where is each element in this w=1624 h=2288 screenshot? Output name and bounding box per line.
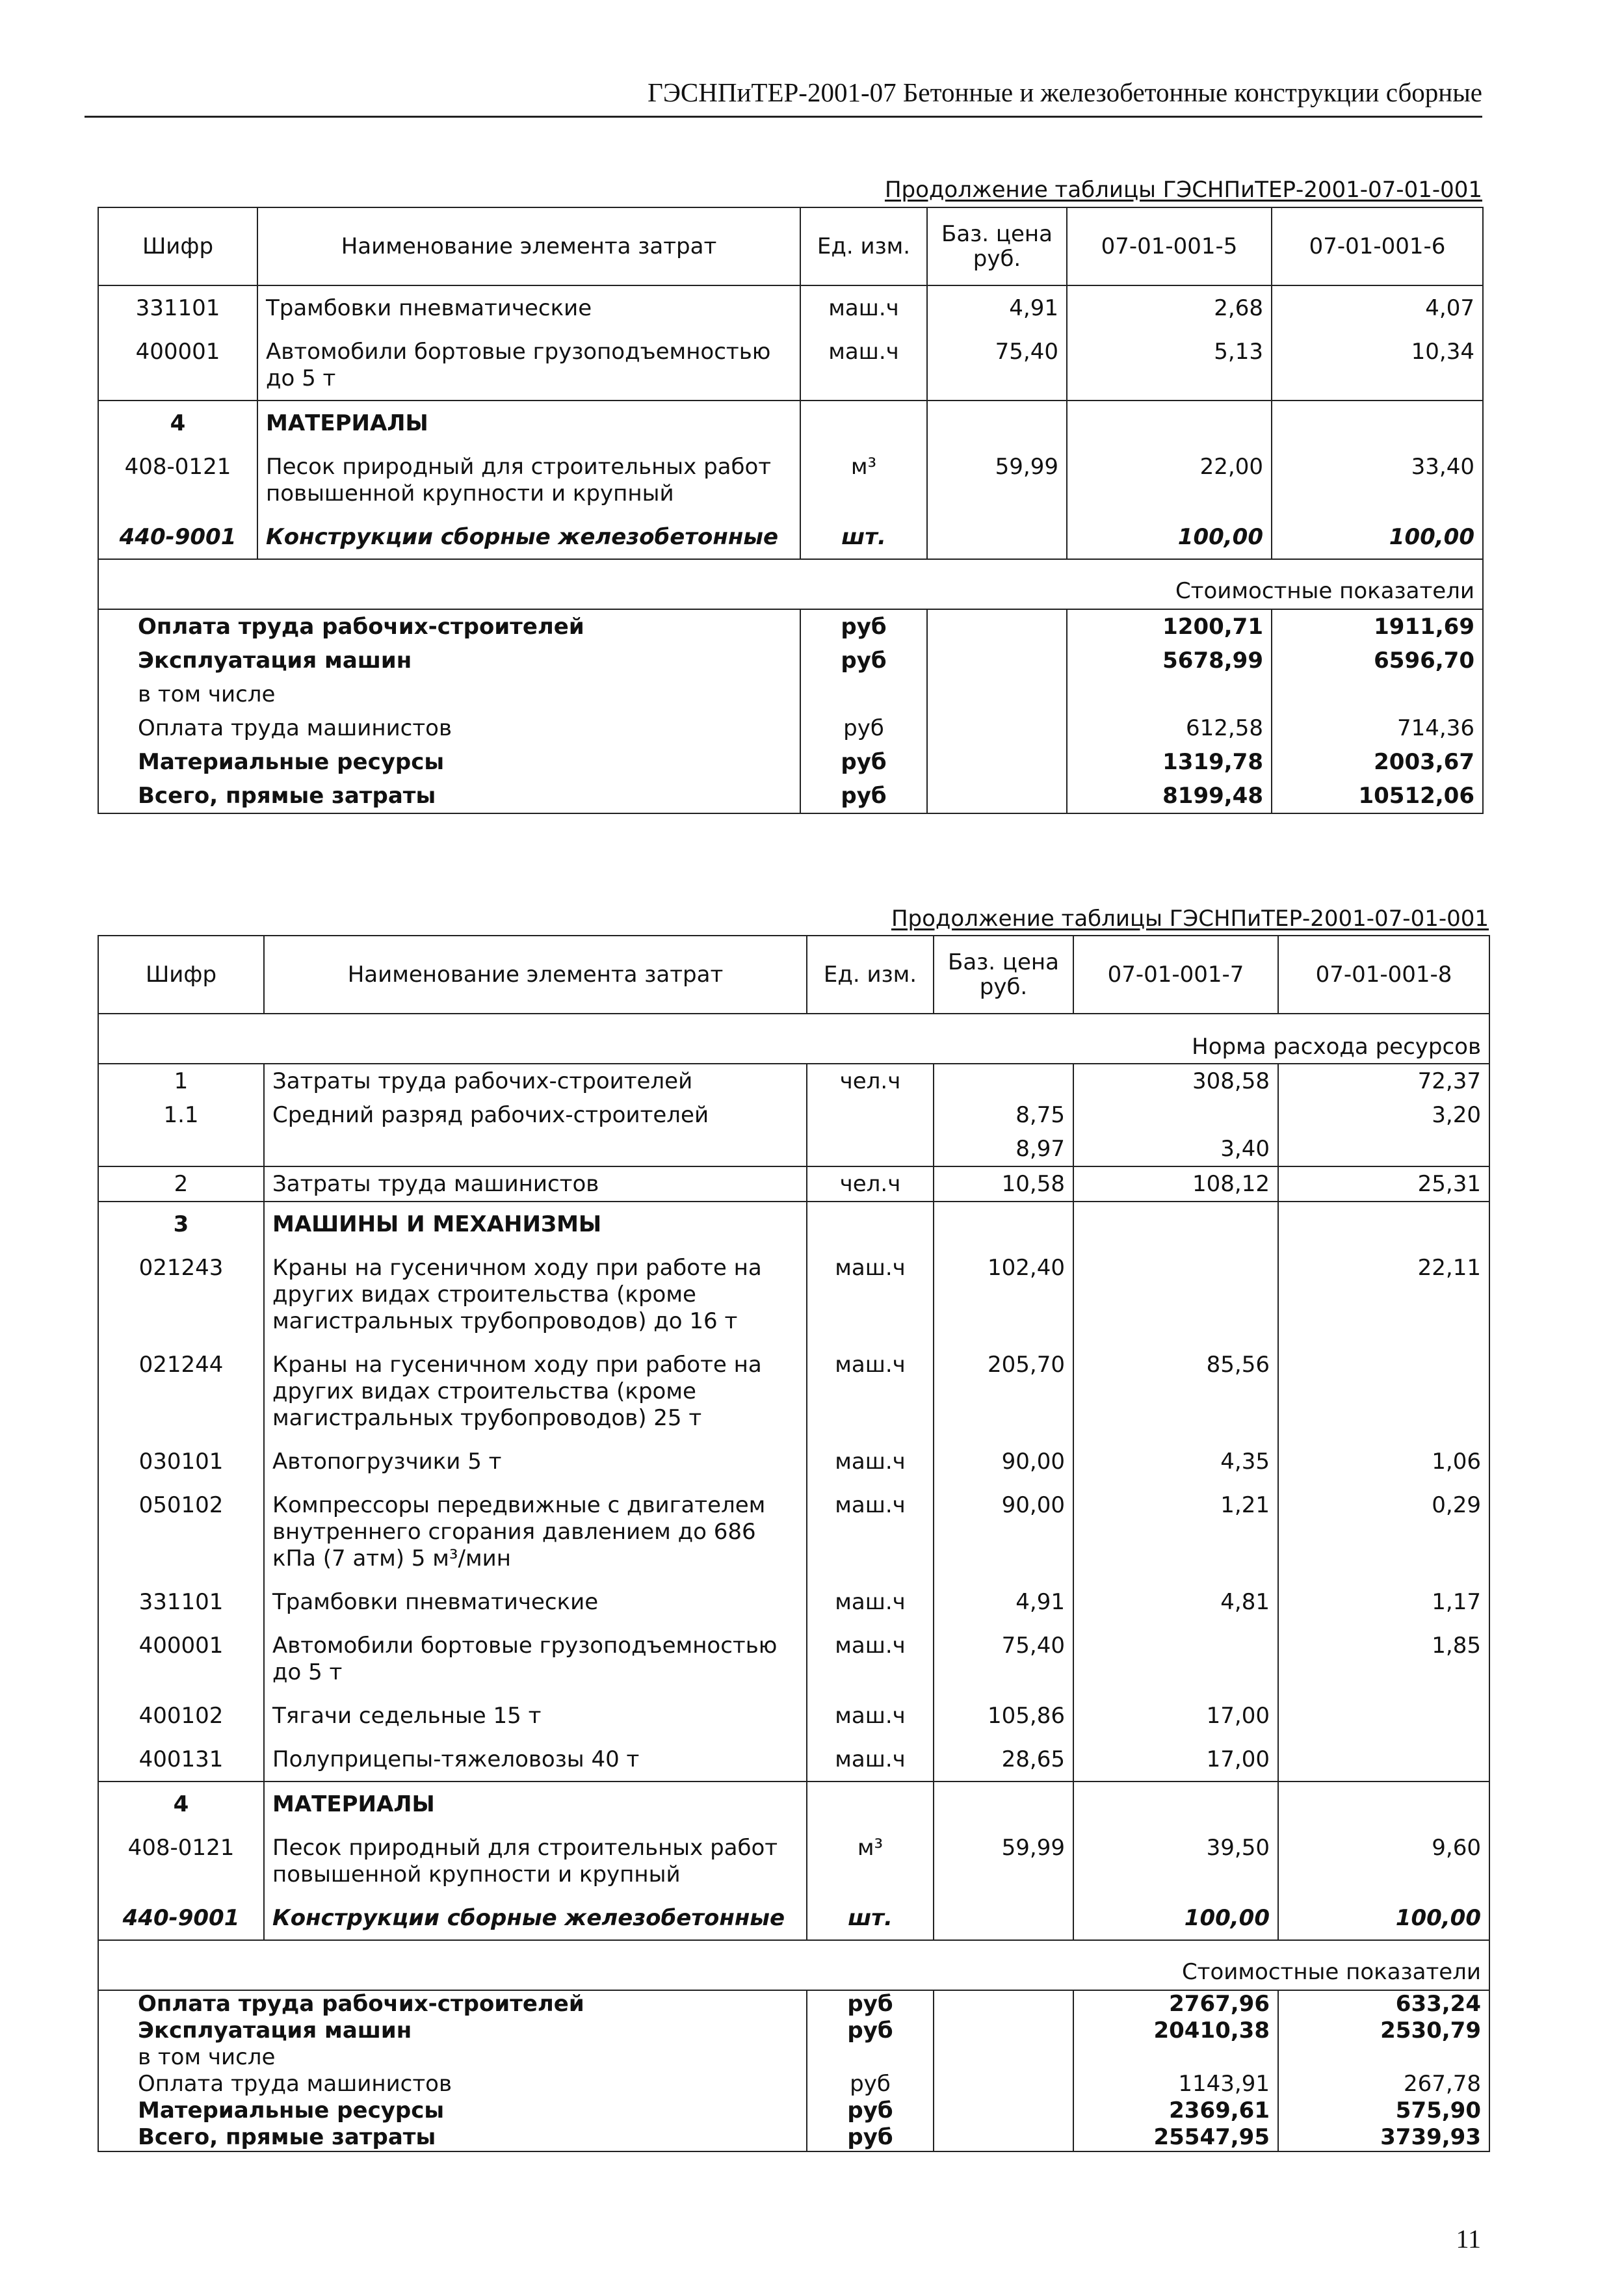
table-row <box>98 1064 1489 1098</box>
indicator-row <box>98 2018 1489 2044</box>
row-unit: м³ <box>800 445 927 515</box>
indicator-label: Эксплуатация машин <box>98 644 800 677</box>
row-price: 59,99 <box>927 445 1067 515</box>
col-header-unit: Ед. изм. <box>800 207 927 285</box>
row-name: Компрессоры передвижные с двигателем внутреннего сгорания давлением до 686 кПа (7 атм) 5 м³/мин <box>264 1483 807 1580</box>
row-v1: 100,00 <box>1073 1896 1278 1940</box>
col-header-price: Баз. цена руб. <box>934 936 1073 1014</box>
col-header-v1: 07-01-001-7 <box>1073 936 1278 1014</box>
row-code: 331101 <box>98 1580 264 1624</box>
table1 <box>98 207 1484 814</box>
row-unit: шт. <box>807 1896 934 1940</box>
row-code: 4 <box>98 1782 264 1826</box>
section-title: МАТЕРИАЛЫ <box>264 1782 807 1826</box>
table-row <box>98 401 1483 445</box>
row-code: 331101 <box>98 285 257 330</box>
row-name: Конструкции сборные железобетонные <box>257 515 800 559</box>
row-code: 050102 <box>98 1483 264 1580</box>
indicator-label: Эксплуатация машин <box>98 2018 807 2044</box>
row-v1: 17,00 <box>1073 1694 1278 1737</box>
header-rule <box>85 116 1482 118</box>
row-price: 105,86 <box>934 1694 1073 1737</box>
indicator-v2: 575,90 <box>1278 2097 1489 2124</box>
table-row <box>98 445 1483 515</box>
row-unit: маш.ч <box>807 1624 934 1694</box>
indicator-row <box>98 745 1483 779</box>
col-header-code: Шифр <box>98 207 257 285</box>
indicator-label: в том числе <box>98 677 800 711</box>
row-v1: 108,12 <box>1073 1166 1278 1202</box>
indicator-label: Материальные ресурсы <box>98 2097 807 2124</box>
indicator-row <box>98 711 1483 745</box>
row-v1: 100,00 <box>1067 515 1272 559</box>
row-v2 <box>1278 1737 1489 1782</box>
col-header-name: Наименование элемента затрат <box>257 207 800 285</box>
indicator-v1: 1319,78 <box>1067 745 1272 779</box>
indicator-label: Всего, прямые затраты <box>98 779 800 813</box>
row-price: 4,91 <box>934 1580 1073 1624</box>
indicator-label: Оплата труда рабочих-строителей <box>98 1990 807 2018</box>
indicators-title-row <box>98 1940 1489 1990</box>
table-row <box>98 1166 1489 1202</box>
indicators-title: Стоимостные показатели <box>98 1940 1489 1990</box>
row-unit: маш.ч <box>800 285 927 330</box>
indicator-unit: руб <box>800 711 927 745</box>
row-v2: 33,40 <box>1272 445 1483 515</box>
table-row <box>98 1440 1489 1483</box>
row-unit: маш.ч <box>807 1737 934 1782</box>
indicator-v1: 5678,99 <box>1067 644 1272 677</box>
row-v2: 4,07 <box>1272 285 1483 330</box>
indicator-row <box>98 677 1483 711</box>
row-v1: 4,35 <box>1073 1440 1278 1483</box>
row-price: 4,91 <box>927 285 1067 330</box>
row-name: Автопогрузчики 5 т <box>264 1440 807 1483</box>
row-code: 408-0121 <box>98 1826 264 1896</box>
row-price: 90,00 <box>934 1483 1073 1580</box>
table-row <box>98 1132 1489 1166</box>
row-price <box>934 1064 1073 1098</box>
table2 <box>98 935 1490 2152</box>
indicator-v1: 2369,61 <box>1073 2097 1278 2124</box>
indicator-row <box>98 609 1483 644</box>
row-price <box>927 515 1067 559</box>
indicator-row <box>98 779 1483 813</box>
col-header-v2: 07-01-001-6 <box>1272 207 1483 285</box>
row-v1: 39,50 <box>1073 1826 1278 1896</box>
indicator-v2: 633,24 <box>1278 1990 1489 2018</box>
row-name: Автомобили бортовые грузоподъемностью до 5 т <box>264 1624 807 1694</box>
indicator-v2: 714,36 <box>1272 711 1483 745</box>
row-unit: м³ <box>807 1826 934 1896</box>
row-name: Песок природный для строительных работ повышенной крупности и крупный <box>257 445 800 515</box>
indicator-unit: руб <box>800 644 927 677</box>
indicator-unit: руб <box>807 1990 934 2018</box>
table-row <box>98 515 1483 559</box>
row-price: 8,75 <box>934 1098 1073 1132</box>
row-v2: 72,37 <box>1278 1064 1489 1098</box>
row-unit: шт. <box>800 515 927 559</box>
row-v2: 10,34 <box>1272 330 1483 401</box>
indicator-row <box>98 2124 1489 2151</box>
indicator-v1: 612,58 <box>1067 711 1272 745</box>
table-row <box>98 1343 1489 1440</box>
row-code: 1.1 <box>98 1098 264 1132</box>
indicator-v2: 1911,69 <box>1272 609 1483 644</box>
row-v2: 3,20 <box>1278 1098 1489 1132</box>
table-row <box>98 1246 1489 1343</box>
row-v1: 22,00 <box>1067 445 1272 515</box>
row-unit: чел.ч <box>807 1064 934 1098</box>
indicator-v1: 20410,38 <box>1073 2018 1278 2044</box>
row-unit: маш.ч <box>807 1343 934 1440</box>
row-name: Краны на гусеничном ходу при работе на других видах строительства (кроме магистральных трубопроводов) до 16 т <box>264 1246 807 1343</box>
row-code: 400131 <box>98 1737 264 1782</box>
row-v1: 4,81 <box>1073 1580 1278 1624</box>
row-price: 102,40 <box>934 1246 1073 1343</box>
indicator-row <box>98 2071 1489 2097</box>
row-code: 400001 <box>98 1624 264 1694</box>
indicator-v1: 2767,96 <box>1073 1990 1278 2018</box>
row-unit: чел.ч <box>807 1166 934 1202</box>
row-name: Затраты труда машинистов <box>264 1166 807 1202</box>
table-row <box>98 1782 1489 1826</box>
row-price: 59,99 <box>934 1826 1073 1896</box>
row-name: Затраты труда рабочих-строителей <box>264 1064 807 1098</box>
indicator-unit: руб <box>807 2124 934 2151</box>
table-row <box>98 1826 1489 1896</box>
row-v1 <box>1073 1624 1278 1694</box>
indicator-row <box>98 1990 1489 2018</box>
indicator-row <box>98 644 1483 677</box>
indicator-v2: 267,78 <box>1278 2071 1489 2097</box>
row-unit: маш.ч <box>807 1440 934 1483</box>
row-price: 8,97 <box>934 1132 1073 1166</box>
row-name: Песок природный для строительных работ повышенной крупности и крупный <box>264 1826 807 1896</box>
indicator-v1: 8199,48 <box>1067 779 1272 813</box>
page-header: ГЭСНПиТЕР-2001-07 Бетонные и железобетонные конструкции сборные <box>648 77 1482 107</box>
row-price: 28,65 <box>934 1737 1073 1782</box>
row-unit: маш.ч <box>800 330 927 401</box>
table-row <box>98 1098 1489 1132</box>
row-v2: 1,85 <box>1278 1624 1489 1694</box>
row-name: Полуприцепы-тяжеловозы 40 т <box>264 1737 807 1782</box>
row-unit: маш.ч <box>807 1580 934 1624</box>
row-code: 021243 <box>98 1246 264 1343</box>
table-row <box>98 1483 1489 1580</box>
row-price <box>934 1896 1073 1940</box>
row-price: 75,40 <box>927 330 1067 401</box>
indicator-unit: руб <box>800 745 927 779</box>
indicator-label: Материальные ресурсы <box>98 745 800 779</box>
row-v2: 1,17 <box>1278 1580 1489 1624</box>
row-code: 440-9001 <box>98 515 257 559</box>
indicator-label: Оплата труда рабочих-строителей <box>98 609 800 644</box>
col-header-v2: 07-01-001-8 <box>1278 936 1489 1014</box>
table-row <box>98 1580 1489 1624</box>
table-row <box>98 285 1483 330</box>
row-v2: 0,29 <box>1278 1483 1489 1580</box>
indicator-v1: 1143,91 <box>1073 2071 1278 2097</box>
row-name: Автомобили бортовые грузоподъемностью до 5 т <box>257 330 800 401</box>
row-name: Трамбовки пневматические <box>257 285 800 330</box>
table2-header-row <box>98 936 1489 1014</box>
col-header-name: Наименование элемента затрат <box>264 936 807 1014</box>
row-code: 440-9001 <box>98 1896 264 1940</box>
indicator-label: в том числе <box>98 2044 807 2071</box>
row-v1: 3,40 <box>1073 1132 1278 1166</box>
row-v2: 100,00 <box>1272 515 1483 559</box>
row-name: Краны на гусеничном ходу при работе на других видах строительства (кроме магистральных трубопроводов) 25 т <box>264 1343 807 1440</box>
row-v2: 100,00 <box>1278 1896 1489 1940</box>
indicator-label: Оплата труда машинистов <box>98 711 800 745</box>
row-v1: 1,21 <box>1073 1483 1278 1580</box>
col-header-price: Баз. цена руб. <box>927 207 1067 285</box>
row-v2: 22,11 <box>1278 1246 1489 1343</box>
indicator-row <box>98 2044 1489 2071</box>
row-unit: маш.ч <box>807 1246 934 1343</box>
table-row <box>98 1737 1489 1782</box>
row-v2 <box>1278 1694 1489 1737</box>
row-v1: 5,13 <box>1067 330 1272 401</box>
norm-title: Норма расхода ресурсов <box>98 1014 1489 1064</box>
row-price: 90,00 <box>934 1440 1073 1483</box>
row-code: 2 <box>98 1166 264 1202</box>
indicators-title: Стоимостные показатели <box>98 559 1483 609</box>
row-unit: маш.ч <box>807 1483 934 1580</box>
table-row <box>98 330 1483 401</box>
row-price: 205,70 <box>934 1343 1073 1440</box>
section-title: МАШИНЫ И МЕХАНИЗМЫ <box>264 1202 807 1246</box>
indicators-title-row <box>98 559 1483 609</box>
indicator-v2: 2003,67 <box>1272 745 1483 779</box>
norm-title-row <box>98 1014 1489 1064</box>
indicator-unit: руб <box>807 2018 934 2044</box>
row-v2: 25,31 <box>1278 1166 1489 1202</box>
row-code: 400001 <box>98 330 257 401</box>
table-row <box>98 1624 1489 1694</box>
row-code: 021244 <box>98 1343 264 1440</box>
table-row <box>98 1896 1489 1940</box>
row-name: Тягачи седельные 15 т <box>264 1694 807 1737</box>
row-v1: 85,56 <box>1073 1343 1278 1440</box>
row-v1: 2,68 <box>1067 285 1272 330</box>
indicator-unit: руб <box>800 609 927 644</box>
indicator-v2: 3739,93 <box>1278 2124 1489 2151</box>
row-v1: 308,58 <box>1073 1064 1278 1098</box>
row-name: Трамбовки пневматические <box>264 1580 807 1624</box>
row-name: Конструкции сборные железобетонные <box>264 1896 807 1940</box>
indicator-label: Оплата труда машинистов <box>98 2071 807 2097</box>
indicator-row <box>98 2097 1489 2124</box>
row-code: 4 <box>98 401 257 445</box>
row-code: 030101 <box>98 1440 264 1483</box>
row-v2 <box>1278 1343 1489 1440</box>
indicator-v2: 6596,70 <box>1272 644 1483 677</box>
table-row <box>98 1694 1489 1737</box>
indicator-v1: 1200,71 <box>1067 609 1272 644</box>
row-price: 10,58 <box>934 1166 1073 1202</box>
table1-caption: Продолжение таблицы ГЭСНПиТЕР-2001-07-01-001 <box>884 177 1482 203</box>
row-name: Средний разряд рабочих-строителей <box>264 1098 807 1132</box>
row-v1: 17,00 <box>1073 1737 1278 1782</box>
indicator-unit: руб <box>807 2071 934 2097</box>
indicator-label: Всего, прямые затраты <box>98 2124 807 2151</box>
page-number: 11 <box>1456 2224 1481 2254</box>
indicator-v2: 2530,79 <box>1278 2018 1489 2044</box>
row-v2: 1,06 <box>1278 1440 1489 1483</box>
row-code: 1 <box>98 1064 264 1098</box>
row-code: 400102 <box>98 1694 264 1737</box>
row-price: 75,40 <box>934 1624 1073 1694</box>
table1-header-row <box>98 207 1483 285</box>
indicator-v2: 10512,06 <box>1272 779 1483 813</box>
row-code: 3 <box>98 1202 264 1246</box>
section-title: МАТЕРИАЛЫ <box>257 401 800 445</box>
row-v1 <box>1073 1246 1278 1343</box>
col-header-unit: Ед. изм. <box>807 936 934 1014</box>
col-header-v1: 07-01-001-5 <box>1067 207 1272 285</box>
col-header-code: Шифр <box>98 936 264 1014</box>
indicator-unit: руб <box>807 2097 934 2124</box>
indicator-unit: руб <box>800 779 927 813</box>
row-unit: маш.ч <box>807 1694 934 1737</box>
indicator-v1: 25547,95 <box>1073 2124 1278 2151</box>
table2-caption: Продолжение таблицы ГЭСНПиТЕР-2001-07-01-001 <box>891 906 1489 932</box>
table-row <box>98 1202 1489 1246</box>
row-code: 408-0121 <box>98 445 257 515</box>
row-v2: 9,60 <box>1278 1826 1489 1896</box>
